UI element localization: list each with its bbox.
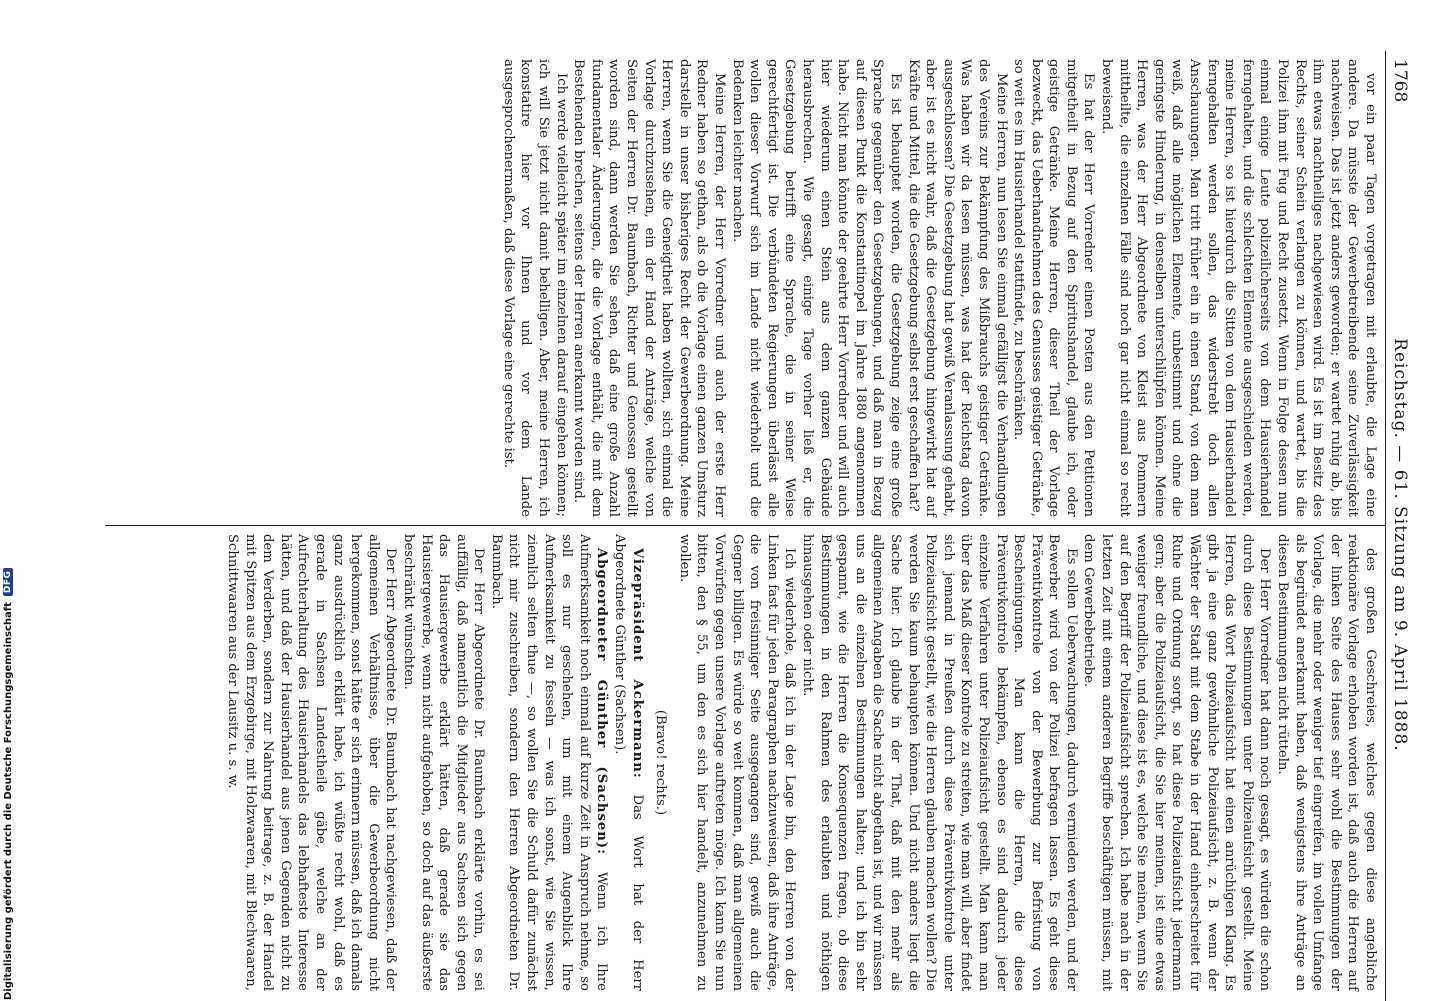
text-columns [105, 51, 1385, 1001]
speech-text: Das Wort hat der Herr Abgeordnete Günther (Sachsen). [612, 534, 645, 991]
speech-text: Wenn ich Ihre Aufmerksamkeit noch einmal auf kurze Zeit in Anspruch nehme, so soll es nur geschehen, um mit einem Augenblick Ihre Aufmerksamkeit zu fesseln — was ich sonst, wie Sie wissen, ziemlich selten thue —, so wollen Sie die Schuld dafür zunächst nicht mir zuschreiben, sondern den Herren Abgeordneten Dr. Baumbach. [488, 534, 610, 991]
right-column [105, 525, 1385, 999]
speaker-name: Abgeordneter Günther (Sachsen): [594, 548, 610, 855]
paragraph: des großen Geschreies, welches gegen diese angebliche reaktionäre Vorlage erhoben worden ist, daß auch die Herren auf der linken Seite des Hauses sehr wohl die Bestimmungen der Vorlage, die mehr oder weniger tief eingreifen, im vollen Umfange als begründet anerkannt haben, daß wenigstens ihre Anträge an diesen Bestimmungen nicht rütteln. [1275, 534, 1378, 991]
dfg-logo: DFG [3, 568, 13, 597]
page-header [1385, 51, 1416, 1001]
applause-note: (Bravo! rechts.) [653, 709, 669, 816]
paragraph: Es hat der Herr Vorredner einen Posten aus den Petitionen mitgetheilt in Bezug auf den Spiritushandel, glaube ich, oder geistige Getränke. Meine Herren, dieser Theil der Vorlage bezweckt, das Ueberhandnehmen des Genusses geistiger Getränke, so weit es im Hausierhandel stattfindet, zu beschränken. [1011, 59, 1097, 517]
sideline-text: Digitalisierung gefördert durch die Deutsche Forschungsgemeinschaft [2, 602, 14, 1000]
paragraph: Es sollen Ueberwachungen, dadurch vermieden werden, und der Bewerber wird von der Polizei befragen lassen. Es geht diese Präventivkontrole von der Bewerbung zur Befristung von Bescheinigungen. Man kann die Herren, die diese Präventivkontrole bekämpfen, ebenso es sind dadurch jeder einzelne Verfahren unter Polizeiaufsicht gestellt. Man kann man über das Maß dieser Kontrole zu streiten, wie man will, aber findet sich jemand in Preußen durch diese Präventivkontrole unter Polizeiaufsicht gestellt, wie die Herren glauben machen wollen? Die werden Sie kaum behaupten können. Und nicht anders liegt die Sache hier. Ich glaube in der That, daß mit den mehr als allgemeinen Angaben die Sache nicht abgethan ist, und wir müssen uns an die einzelnen Bestimmungen halten; und ich bin sehr gespannt, wie die Herren die Konsequenzen fragen, ob diese Bestimmungen in den Rahmen des erlaubten und nöthigen hinausgehen oder nicht. [800, 534, 1079, 991]
sideline-inner [0, 0, 16, 1000]
speaker-name: Vizepräsident Ackermann: [629, 548, 645, 779]
paragraph: Ich werde vielleicht später im einzelnen darauf eingehen können; ich will Sie jetzt nicht damit behelligen. Aber, meine Herren, ich konstatire hier vor Ihnen und vor dem Lande ausgesprochenermaßen, daß diese Vorlage eine gerechte ist. [500, 59, 569, 517]
page-number: 1768 [1390, 59, 1410, 103]
paragraph: Meine Herren, nun lesen Sie einmal gefälligst die Verhandlungen des Vereins zur Bekämpfung des Mißbrauchs geistiger Getränke. Was haben wir da lesen müssen, was hat der Reichstag davon ausgeschlossen? Die Gesetzgebung hat gewiß Veranlassung gehabt, aber ist es nicht wahr, daß die Gesetzgebung hingewirkt hat auf Kräfte und Mittel, die die Gesetzgebung selbst erst geschaffen hat? [905, 59, 1009, 517]
paragraph: vor ein paar Tagen vorgetragen mit erlaubte, die Lage eine andere. Da müsste der Gewerbetreibende seine Zuverlässigkeit nachweisen. Das ist jetzt anders geworden; er wartet ruhig ab, bis ihm etwas nachtheiliges nachgewiesen wird. Es ist im Besitz des Rechts, seiner Schein verlangen zu können, und wartet, bis die Polizei ihm mit Fug und Recht zusetzt. Wenn in Folge dessen nun einmal einige Leute polizeilicherseits von dem Hausierhandel ferngehalten, und die schlechten Elemente ausgeschieden werden, meine Herren, so ist hierdurch die Sitten von dem Hausierhandel ferngehalten werden sollen, das widerstrebt doch allen Anschauungen. Man tritt früher ein in einen Stand, von dem man weiß, daß alle möglichen Elemente, unbestimmt und ohne die geringste Hinderung, in denselben unterschlüpfen können. Meine Herren, was der Herr Abgeordnete von Kleist aus Pommern mittheilte, die einzelnen Fälle sind noch gar nicht einmal so recht beweisend. [1099, 59, 1378, 517]
page-title: Reichstag. — 61. Sitzung am 9. April 1888. [1390, 338, 1410, 752]
paragraph: Der Herr Vorredner hat dann noch gesagt, es würden die schon durch diese Bestimmungen unter Polizeiaufsicht gestellt. Meine Herren, das Wort Polizeiaufsicht hat einen anrüchigen Klang. Es gibt ja eine ganz gewöhnliche Polizeiaufsicht, z. B. wenn der Wächter der Stadt mit dem Stabe in der Hand einherschreitet für Ruhe und Ordnung sorgt, so hat diese Polizeiaufsicht jedermann gern; aber die Polizeiaufsicht, die Sie hier meinen, ist eine etwas weniger freundliche, und diese ist es, welche Sie meinen, wenn Sie auf den Begriff der Polizeiaufsicht sprechen. Ich habe nach in der letzten Zeit mit einem anderen Begriffe beschäftigen müssen, mit dem Gewerbebetriebe. [1081, 534, 1273, 991]
speech-paragraph [487, 534, 610, 991]
digitization-sideline [0, 0, 16, 1000]
header-spacer [1390, 988, 1410, 993]
left-column [105, 51, 1385, 525]
rotated-page-content [76, 51, 1416, 1001]
paragraph: Meine Herren, der Herr Vorredner und auch der erste Herr Redner haben so gethan, als ob die Vorlage einen ganzen Umsturz darstelle in unser bisheriges Recht der Gewerbeordnung. Meine Herren, wenn Sie die Geneigtheit haben wollten, sich einmal die Vorlage durchzusehen, ein der Hand der Anträge, welche von Seiten der Herren Dr. Baumbach, Richter und Genossen gestellt worden sind, dann werden Sie sehen, daß eine große Anzahl fundamentaler Änderungen, die die Vorlage enthält, die mit dem Bestehenden brechen, seitens der Herren anerkannt worden sind. [571, 59, 728, 517]
paragraph: Es ist behauptet worden, die Gesetzgebung zeige eine große Sprache gegenüber den Gesetzgebungen, und daß man in Bezug auf diesen Punkt die Konstantinopel im Jahre 1880 angenommen habe. Nicht man könnte der geehrte Herr Vorredner und will auch hier wiederum einen Stein aus dem ganzen Gebäude herausbrechen. Wie gesagt, einige Tage vorher ließ er, die Gesetzgebung betrifft eine Sprache, die in seiner Weise gerechtfertigt ist. Die verbündeten Regierungen überlässt alle wollen dieser Vorwurf sich im Lande nicht wiederholt und die Bedenken leichter machen. [729, 59, 903, 517]
paragraph: Ich wiederhole, daß ich in der Lage bin, den Herren von der Linken fast für jeden Paragraphen nachzuweisen, daß ihre Anträge, die von freisinniger Seite ausgegangen sind, gewiß auch die Gegner billigen. Es würde so weit kommen, daß man allgemeinen Vorwürfen gegen unsere Vorlage auftreten möge. Ich kann Sie nun bitten, den § 55, um den es sich hier handelt, anzunehmen zu wollen. [676, 534, 798, 991]
scanned-page [76, 51, 1416, 1001]
speech-paragraph: Der Herr Abgeordnete Dr. Baumbach hat nachgewiesen, daß der allgemeinen Verhältnisse, über die Gewerbeordnung nicht hergekommen, sonst hätte er sich erinnern müssen, daß ich damals ganz ausdrücklich erklärt habe, ich wüßte recht wohl, daß es gerade in Sachsen Landestheile gäbe, welche an der Aufrechterhaltung des Hausierhandels das lebhafteste Interesse hätten, und daß der Hausierhandel aus jenen Gegenden nicht zu dem Verderben, sondern zur Nahrung beitrage, z. B. der Handel mit Spitzen aus dem Erzgebirge, mit Holzwaaren, mit Blechwaaren, Schnittwaaren aus der Lausitz u. s. w. [225, 534, 399, 991]
speech-paragraph: Der Herr Abgeordnete Dr. Baumbach erklärte vorhin, es sei auffällig, daß namentlich die Mitglieder aus Sachsen sich gegen das Hausiergewerbe erklärt hätten, daß gerade sie das Hausiergewerbe, wenn nicht aufgehoben, so doch auf das äußerste beschränkt wünschten. [400, 534, 487, 991]
president-paragraph [610, 534, 645, 991]
